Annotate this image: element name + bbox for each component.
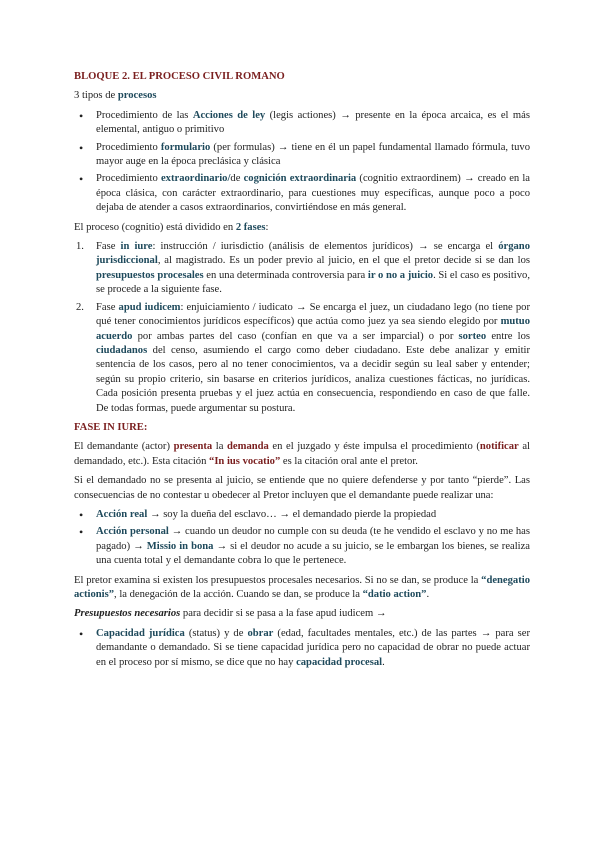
text: (legis actiones) → presente en la época arcaica, es el más elemental, antiguo o primitivo xyxy=(96,109,530,136)
acciones-list xyxy=(74,508,530,569)
text: → si el deudor no acude a su juicio, se le embargan los bienes, se realiza una cuenta total y el demandante cobra lo que le pertenece. xyxy=(96,540,531,567)
text: , al magistrado. Es un poder previo al juicio, en el que el pretor decide si se dan los xyxy=(157,255,530,267)
keyword: apud iudicem xyxy=(118,301,181,313)
keyword: Acción real xyxy=(96,508,148,520)
text: Procedimiento xyxy=(96,173,161,185)
list-number: 1. xyxy=(76,241,84,253)
keyword: formulario xyxy=(160,141,211,153)
text: al demandado, etc.). Esta citación xyxy=(74,441,530,467)
bullet-icon: • xyxy=(79,525,84,540)
keyword: demanda xyxy=(227,441,269,453)
text: (edad, facultades mentales, etc.) de las partes → para ser demandante o demandado. Si se tiene capacidad jurídica pero no capacidad de obrar no puede actuar en el proceso por sí mismo, se dice que no hay xyxy=(96,627,530,668)
list-number: 2. xyxy=(76,301,84,313)
keyword: extraordinario/ xyxy=(160,173,231,185)
text: : enjuiciamiento / iudicato → Se encarga el juez, un ciudadano lego (no tiene por qué tener conocimientos jurídicos específicos) que actúa como juez ya sea siendo elegido por xyxy=(96,301,530,328)
text: : instrucción / iurisdictio (análisis de elementos jurídicos) → se encarga el xyxy=(152,241,499,253)
paragraph xyxy=(74,574,530,603)
text: . xyxy=(426,589,430,600)
text: en el juzgado y éste impulsa el procedimiento ( xyxy=(268,441,480,453)
keyword: Missio in bona xyxy=(146,540,214,552)
list-item xyxy=(74,141,530,170)
bullet-icon: • xyxy=(79,172,84,187)
keyword: capacidad procesal xyxy=(296,656,383,668)
subsection-heading: FASE IN IURE: xyxy=(74,421,148,433)
keyword: sorteo xyxy=(458,330,487,342)
keyword: Acción personal xyxy=(96,526,169,538)
keyword: “denegatio actionis” xyxy=(74,574,530,600)
text: , la denegación de la acción. Cuando se dan, se produce la xyxy=(114,589,363,600)
text: . Si el caso es positivo, se procede a la siguiente fase. xyxy=(96,269,530,296)
list-item xyxy=(74,508,530,522)
text: en una determinada controversia para xyxy=(203,269,368,281)
keyword: notificar xyxy=(479,441,519,453)
text: El proceso (cognitio) está dividido en xyxy=(74,221,236,233)
list-item xyxy=(74,172,530,215)
text: (per formulas) → tiene en él un papel fundamental llamado fórmula, tuvo mayor auge en la época preclásica y clásica xyxy=(96,141,530,168)
keyword: mutuo acuerdo xyxy=(96,316,530,342)
text: para decidir si se pasa a la fase apud iudicem → xyxy=(180,608,387,620)
list-item xyxy=(74,240,530,298)
text: Procedimiento de las xyxy=(96,109,193,121)
keyword: 2 fases xyxy=(235,221,266,233)
section-heading: BLOQUE 2. EL PROCESO CIVIL ROMANO xyxy=(74,71,285,82)
text: Fase xyxy=(96,301,119,313)
text: El pretor examina si existen los presupuestos procesales necesarios. Si no se dan, se produce la xyxy=(74,574,482,586)
text: → soy la dueña del esclavo… → el demandado pierde la propiedad xyxy=(147,508,437,520)
text: entre los xyxy=(486,330,530,342)
text: (cognitio extraordinem) → creado en la época clásica, con carácter extraordinario, para cuestiones muy específicas, aunque poco a poco dejaba de atender a casos extraordinarios, convirtiéndose en más general. xyxy=(96,173,531,214)
text: por ambas partes del caso (confían en que va a ser imparcial) o por xyxy=(132,330,459,342)
bullet-icon: • xyxy=(79,507,84,522)
capacidad-list xyxy=(74,627,530,670)
keyword: Presupuestos necesarios xyxy=(74,608,181,620)
text: de xyxy=(230,173,244,185)
text: Fase xyxy=(96,241,121,253)
list-item xyxy=(74,525,530,568)
list-item xyxy=(74,627,530,670)
document-page xyxy=(74,70,530,675)
bullet-icon: • xyxy=(79,626,84,641)
text: El demandante (actor) xyxy=(74,441,174,453)
paragraph: Si el demandado no se presenta al juicio, se entiende que no quiere defenderse y por tanto “pierde”. Las consecuencias de no contestar u obedecer al Pretor incluyen que el demandante puede realizar una: xyxy=(74,475,530,501)
text: → cuando un deudor no cumple con su deuda (te he vendido el esclavo y no me has pagado) → xyxy=(96,526,530,552)
keyword: obrar xyxy=(247,627,274,639)
text: la xyxy=(212,441,228,453)
keyword: cognición extraordinaria xyxy=(243,173,357,185)
list-item xyxy=(74,109,530,138)
text: (status) y de xyxy=(184,627,248,639)
bullet-icon: • xyxy=(79,140,84,155)
fases-intro xyxy=(74,221,530,235)
keyword: presenta xyxy=(173,441,213,453)
keyword: Acciones de ley xyxy=(192,109,266,121)
keyword: ciudadanos xyxy=(96,344,148,356)
keyword: procesos xyxy=(117,90,157,102)
keyword: in iure xyxy=(120,241,153,253)
bullet-icon: • xyxy=(79,108,84,123)
keyword: órgano jurisdiccional xyxy=(96,241,530,267)
paragraph xyxy=(74,440,530,469)
text: . xyxy=(382,656,385,668)
keyword: Capacidad jurídica xyxy=(96,627,185,639)
paragraph xyxy=(74,607,530,621)
text: : xyxy=(265,221,269,233)
fases-list xyxy=(74,240,530,416)
intro-line xyxy=(74,89,530,103)
keyword: ir o no a juicio xyxy=(367,269,434,281)
list-item xyxy=(74,301,530,416)
text: es la citación oral ante el pretor. xyxy=(280,455,418,467)
keyword: “datio action” xyxy=(362,589,427,600)
text: Procedimiento xyxy=(96,141,161,153)
procesos-list xyxy=(74,109,530,216)
keyword: “In ius vocatio” xyxy=(209,455,281,467)
text: del censo, asumiendo el cargo como deber ciudadano. Este debe analizar y emitir sentencia de los casos, pero al no tener conocimientos, va a decidir según su leal saber y entender; según su propio criterio, sin basarse en criterios jurídicos, analiza cuestiones fácticas, no jurídicas. Cada posición presenta pruebas y el juez actúa en consecuencia, respondiendo en caso de que falle. De todas formas, puede argumentar su postura. xyxy=(96,344,530,414)
keyword: presupuestos procesales xyxy=(96,269,204,281)
text: 3 tipos de xyxy=(74,90,118,102)
